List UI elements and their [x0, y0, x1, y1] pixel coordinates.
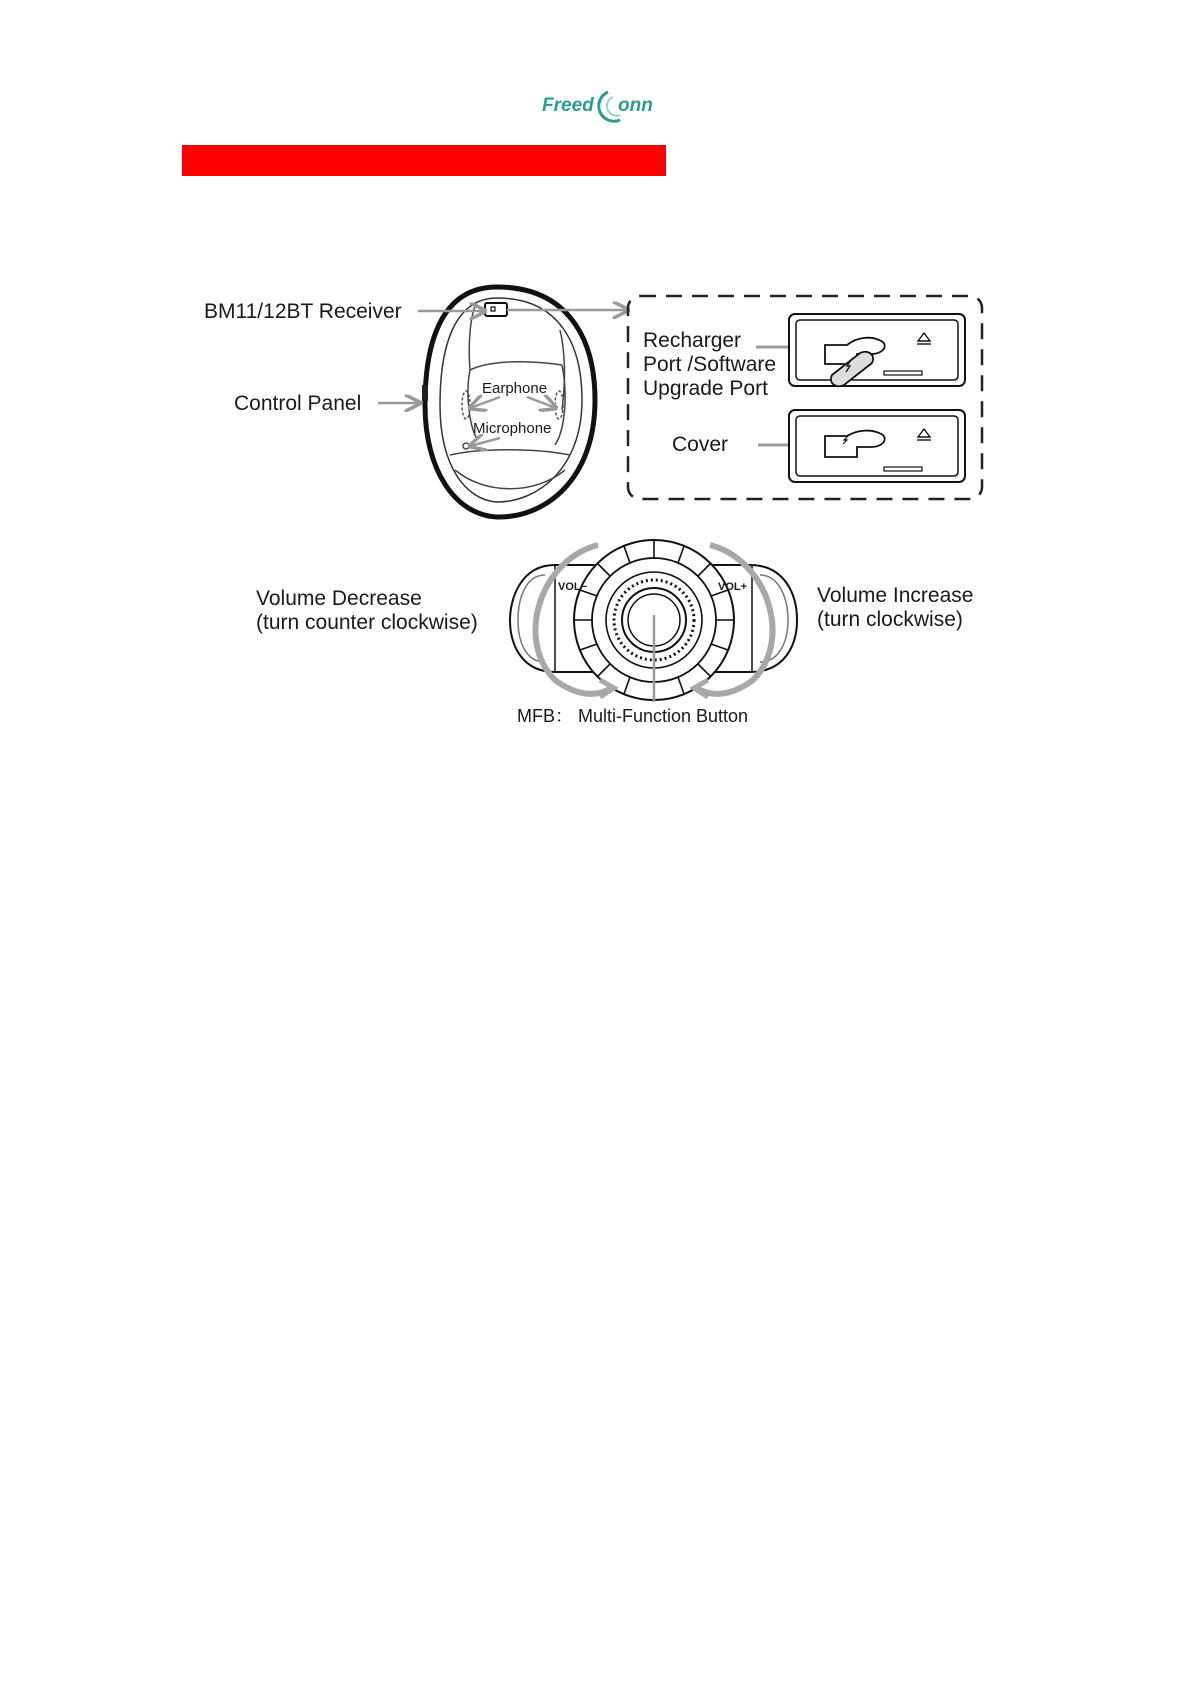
volume-increase-line2: (turn clockwise) — [817, 608, 963, 631]
vol-minus-label: VOL− — [558, 581, 588, 593]
logo-text-freed: Freed — [542, 95, 594, 116]
logo-text-onn: onn — [618, 95, 653, 116]
earphone-label: Earphone — [482, 380, 548, 397]
recharger-label-line3: Upgrade Port — [643, 377, 768, 400]
port-cover-illustration — [789, 410, 965, 482]
control-panel-module — [422, 385, 428, 401]
volume-decrease-line2: (turn counter clockwise) — [256, 611, 478, 634]
receiver-module — [485, 303, 507, 316]
cover-label: Cover — [672, 433, 729, 456]
vol-plus-label: VOL+ — [718, 581, 748, 593]
helmet-illustration — [422, 287, 595, 517]
recharger-port-illustration — [789, 314, 965, 386]
mfb-label: MFB： Multi-Function Button — [517, 706, 749, 726]
microphone-label: Microphone — [473, 420, 552, 437]
volume-decrease-line1: Volume Decrease — [256, 587, 422, 610]
recharger-label-line2: Port /Software — [643, 353, 777, 376]
recharger-label-line1: Recharger — [643, 329, 742, 352]
control-panel-label: Control Panel — [234, 392, 362, 415]
receiver-label: BM11/12BT Receiver — [204, 300, 402, 323]
volume-increase-line1: Volume Increase — [817, 584, 974, 607]
